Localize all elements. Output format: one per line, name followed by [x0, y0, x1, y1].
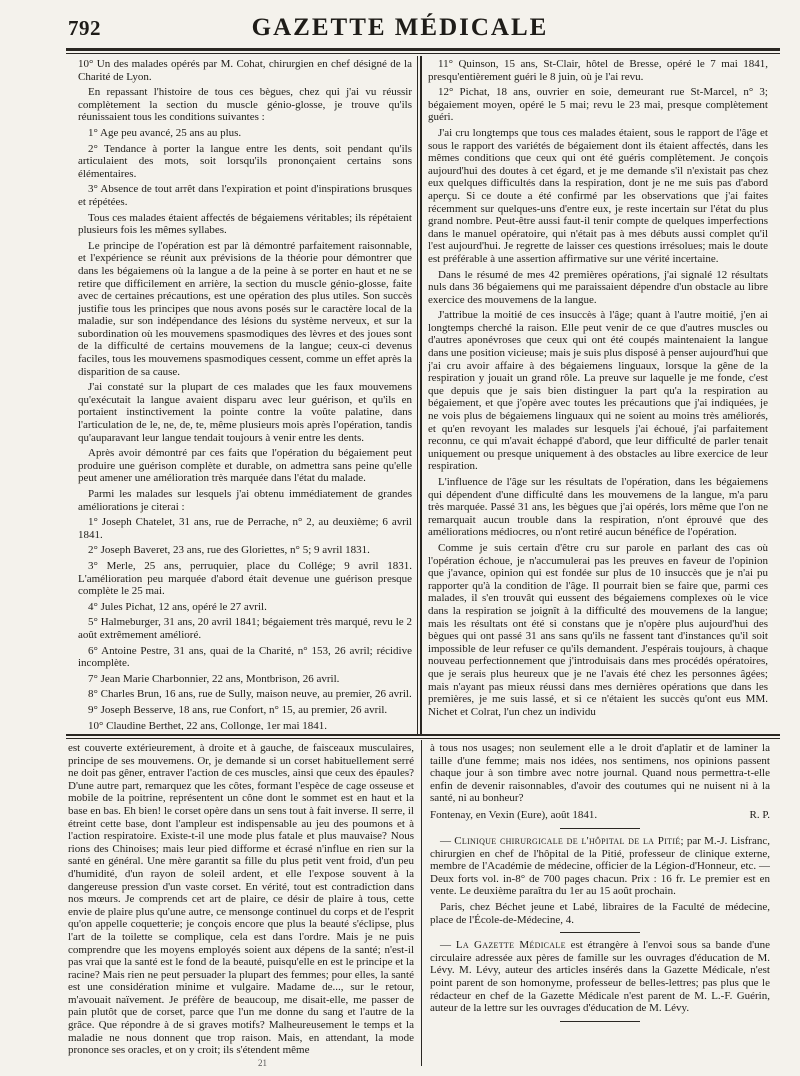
header-rule [66, 48, 780, 51]
paragraph: L'influence de l'âge sur les résultats de l'opération, dans les bégaiemens qui dépendent d'une difficulté dans les mouvemens de la langue, m'a paru très marquée. Passé 31 ans, les bègues que j'ai opérés, lors même que l'on ne remarquait aucun trouble dans la respiration, n'ont éprouvé que des améliorations médiocres, ou n'ont retiré aucun bénéfice de l'opération. [428, 476, 768, 539]
notice-address: Paris, chez Béchet jeune et Labé, libraires de la Faculté de médecine, place de l'École-de-Médecine, 4. [430, 900, 770, 926]
footer-mark: 21 [258, 1058, 267, 1068]
notice-title: La Gazette Médicale [455, 939, 566, 952]
list-item: 9° Joseph Besserve, 18 ans, rue Confort, n° 15, au premier, 26 avril. [88, 703, 388, 716]
column-divider [420, 56, 422, 734]
paragraph: Le principe de l'opération est par là démontré parfaitement raisonnable, et l'expérience se réunit aux prévisions de la théorie pour démontrer que dans les bégaiemens où la langue a de la peine à se porter en haut et ne se retire que difficilement en arrière, la section du muscle génio-glosse, faite avec de certaines précautions, est une opération des plus utiles. Son succès justifie tous les principes que nous avons posés sur le caractère local de la maladie, sur son indépendance des lésions du système nerveux, et sur la subordination où les mouvemens spasmodiques des lèvres et des joues sont de la difficulté de certains mouvemens de la langue; ceux-ci devenus faciles, tous les mouvemens spasmodiques cessent, comme un effet après la disparition de sa cause. [78, 239, 412, 378]
notice: — Clinique chirurgicale de l'hôpital de la Pitié; par M.-J. Lisfranc, chirurgien en chef de l'hôpital de la Pitié, professeur de clinique externe, membre de l'Académie de médecine, officier de la Légion-d'Honneur, etc. — Deux forts vol. in-8° de 700 pages chacun. Prix : 16 fr. Le premier est en vente. Le deuxième paraîtra du 1er au 15 août prochain. [430, 834, 770, 898]
header-rule-thin [66, 53, 780, 54]
notice-text: ; par M.-J. Lisfranc, chirurgien en chef de l'hôpital de la Pitié, professeur de clinique externe, membre de l'Académie de médecine, officier de la Légion-d'Honneur, etc. — Deux forts vol. in-8° de 700 pages chacun. Prix : 16 fr. Le premier est en vente. Le deuxième paraîtra du 1er au 15 août prochain. [430, 834, 770, 898]
list-item: 3° Merle, 25 ans, perruquier, place du Collége; 9 avril 1831. L'amélioration peu marquée d'abord était devenue une guérison presque complète le 25 mai. [78, 559, 412, 598]
short-rule [560, 828, 640, 829]
signoff-place: Fontenay, en Vexin (Eure), août 1841. [430, 808, 598, 821]
list-item: 2° Joseph Baveret, 23 ans, rue des Gloriettes, n° 5; 9 avril 1831. [88, 544, 370, 557]
list-item: 12° Pichat, 18 ans, ouvrier en soie, demeurant rue St-Marcel, n° 3; bégaiement moyen, opéré le 5 mai; revu le 23 mai, presque complètement guéri. [428, 86, 768, 124]
paragraph: J'ai constaté sur la plupart de ces malades que les faux mouvemens qu'exécutait la langue avaient disparu avec leur guérison, et qu'ils en portaient instinctivement la pointe contre la voûte palatine, dans l'articulation de le, ne, de, te, même plusieurs mois après l'opération, tandis qu'auparavant leur langue tendait toujours à venir entre les dents. [78, 381, 412, 444]
journal-title: GAZETTE MÉDICALE [251, 14, 549, 41]
paragraph: J'attribue la moitié de ces insuccès à l'âge; quant à l'autre moitié, j'en ai longtemps cherché la raison. Elle peut venir de ce que d'autres muscles ou d'autres aponévroses que ceux qui ont été coupés maintenaient la langue dans une position vicieuse; mais je suis plus disposé à penser aujourd'hui que j'ai cru avoir affaire à des bégaiemens linguaux, lorsque la gêne de la respiration y jouait un grand rôle. La preuve sur laquelle je me fonde, c'est que depuis que je sais bien distinguer la part qu'a la respiration au bégaiement, et que j'opère avec toutes les précautions que j'ai indiquées, je ne vois plus de bégaiemens linguaux qui ne soient au moins très améliorés, et qu'en revoyant les malades sur lesquels j'ai échoué, j'ai parfaitement reconnu, ce qui m'avait échappé d'abord, que leur difficulté de parler tenait uniquement ou presque uniquement à des obstacles au libre exercice de leur respiration. [428, 309, 768, 473]
paragraph: Comme je suis certain d'être cru sur parole en parlant des cas où l'opération échoue, je n'accumulerai pas les preuves en faveur de l'opinion que j'avance, opinion qui est fondée sur plus de 10 insuccès que je n'ai pu rapporter qu'à la condition de l'âge. Il pourrait bien se faire que, parmi ces malades, il s'en trouvât qui eussent des bégaiemens complexes où le vice dans la respiration se joignît à la difficulté des mouvemens de la langue; mais les résultats ont été si constans que je n'opère plus aujourd'hui des bègues qui ont passé 31 ans sans qu'ils ne fassent tant d'instances qu'il soit impossible de leur refuser ce qu'ils demandent. J'espérais toujours, à chaque nouveau perfectionnement que j'introduisais dans mes procédés opératoires, que je serais plus heureux que je ne l'avais été chez les personnes âgées; mais n'ayant pas mieux réussi dans mes dernières opérations que dans les premières, je me suis lassé, et si ce n'étaient les succès qu'ont eus MM. Nichet et Colrat, l'un chez un individu [428, 541, 768, 718]
paragraph: Parmi les malades sur lesquels j'ai obtenu immédiatement de grandes améliorations je citerai : [78, 488, 412, 513]
feuilleton-left-column [68, 742, 414, 1066]
list-item: 10° Claudine Berthet, 22 ans, Collonge, 1er mai 1841. [88, 719, 328, 730]
notice-title: Clinique chirurgicale de l'hôpital de la Pitié [454, 834, 681, 847]
list-item: 11° Quinson, 15 ans, St-Clair, hôtel de Bresse, opéré le 7 mai 1841, presqu'entièrement guéri le 8 juin, où je l'ai revu. [428, 58, 768, 83]
short-rule [560, 932, 640, 933]
paragraph: 10° Un des malades opérés par M. Cohat, chirurgien en chef désigné de la Charité de Lyon. [78, 58, 412, 83]
page-number: 792 [68, 16, 101, 40]
notice: — La Gazette Médicale est étrangère à l'envoi sous sa bande d'une circulaire adressée aux pères de famille sur les ouvrages d'éducation de M. Lévy. M. Lévy, auteur des articles insérés dans la Gazette Médicale, n'est point parent de son homonyme, professeur de belles-lettres; pas plus que le rédacteur en chef de la Gazette Médicale n'est parent de M. L.-F. Guérin, auteur de la lettre sur les ouvrages d'éducation de M. Lévy. [430, 939, 770, 1015]
paragraph: Dans le résumé de mes 42 premières opérations, j'ai signalé 12 résultats nuls dans 36 bégaiemens qui me paraissaient dépendre d'un obstacle au libre exercice des mouvemens de la langue. [428, 268, 768, 306]
paragraph: à tous nos usages; non seulement elle a le droit d'aplatir et de laminer la taille d'une femme; mais nos idées, nos sentimens, nos opinions passent chaque jour à son timbre avec notre journal. Quand nous permettra-t-elle enfin de devenir raisonnables, d'avoir des coutumes qui ne nuisent ni à la santé, ni au bonheur? [430, 742, 770, 805]
short-rule [560, 1021, 640, 1022]
paragraph: Tous ces malades étaient affectés de bégaiemens véritables; ils répétaient plusieurs fois les mêmes syllabes. [78, 211, 412, 237]
paragraph: est couverte extérieurement, à droite et à gauche, de faisceaux musculaires, principe de ses mouvemens. Or, je demande si un corset habituellement serré ne doit pas gêner, entraver l'action de ces muscles, ainsi que ceux des épaules? D'une autre part, remarquez que les côtes, formant l'espèce de cage osseuse et mobile de la poitrine, représentent un cône dont le sommet est en haut et la base en bas. Eh bien! le corset opère dans un sens tout à fait inverse. Il serre, il étreint cette base, dont l'ampleur est indispensable au jeu des poumons et à l'action respiratoire. Existe-t-il une mode plus fatale et plus mauvaise? Nous rions des Chinoises; mais leur pied difforme et écrasé n'influe en rien sur la santé en général. Une mère garantit sa fille du plus petit vent froid, d'un peu d'humidité, d'un rayon de soleil ardent, et elle l'expose souvent à la dangereuse pression d'un vaste corset. En vérité, tout est contradiction dans nos mœurs. Je comprends cet art de plaire, ce désir de plaire à tous, cette envie de plaire plus qu'une autre, ce mensonge continuel du corps et de l'esprit qu'on appelle coquetterie; je conçois encore que plus la beauté s'éclipse, plus l'art de la toilette se complique, cela est dans l'ordre. Mais je ne puis comprendre que les moyens employés soient aux dépens de la santé; n'est-il pas vrai que la santé est le fond de la beauté, puisqu'elle en est le principe et la racine? Mais rien ne peut persuader la plupart des femmes; pour elles, la santé est une considération minime et vulgaire. Madame de..., sur le retour, m'avouait naïvement. Je préfère de beaucoup, me disait-elle, me passer de pain plutôt que de corset, parce que l'un me donne du sang et l'autre de la grâce. Que répondre à de si graves motifs? Malheureusement le temps et la maladie ne nous donnent que trop raison. Mais, en attendant, la mode prononce ses oracles, et on y croit; ils s'étendent même [68, 742, 414, 1057]
top-left-column [78, 58, 412, 730]
section-rule [66, 734, 780, 736]
signoff-initials: R. P. [749, 808, 770, 821]
top-right-column [428, 58, 768, 730]
signoff [430, 809, 770, 822]
list-item: 1° Age peu avancé, 25 ans au plus. [88, 126, 242, 139]
list-item: 8° Charles Brun, 16 ans, rue de Sully, maison neuve, au premier, 26 avril. [88, 688, 412, 701]
list-item: 5° Halmeburger, 31 ans, 20 avril 1841; bégaiement très marqué, revu le 2 août extrêmement amélioré. [78, 616, 412, 641]
feuilleton-right-column [430, 742, 770, 1066]
paragraph: J'ai cru longtemps que tous ces malades étaient, sous le rapport de l'âge et sous le rapport des variétés de bégaiement dont ils étaient affectés, dans les mêmes conditions que ceux qui ont été guéris complètement. Je conçois aujourd'hui des doutes à cet égard, et je me demande s'il n'existait pas chez eux quelques difficultés dans la respiration, dont je ne me suis pas d'abord aperçu. Si ce doute a été confirmé par les observations que j'ai faites récemment sur quelques-uns d'entre eux, je reste incertain sur l'état du plus grand nombre. Peut-être aussi faut-il tenir compte de quelques imperfections dans le manuel opératoire, qui n'était pas à mes débuts aussi complet qu'il l'est aujourd'hui. Je regrette de laisser ces questions irrésolues; mais le doute est préférable à une assertion affirmative sur une vérité incertaine. [428, 126, 768, 265]
list-item: 2° Tendance à porter la langue entre les dents, soit pendant qu'ils articulaient des mots, soit lorsqu'ils prononçaient certains sons élémentaires. [78, 142, 412, 180]
list-item: 7° Jean Marie Charbonnier, 22 ans, Montbrison, 26 avril. [88, 672, 340, 685]
list-item: 1° Joseph Chatelet, 31 ans, rue de Perrache, n° 2, au deuxième; 6 avril 1841. [78, 516, 412, 541]
list-item: 6° Antoine Pestre, 31 ans, quai de la Charité, n° 153, 26 avril; récidive incomplète. [78, 644, 412, 670]
column-divider-bottom [421, 740, 422, 1066]
notice-text: est étrangère à l'envoi sous sa bande d'une circulaire adressée aux pères de famille sur les ouvrages d'éducation de M. Lévy. M. Lévy, auteur des articles insérés dans la Gazette Médicale, n'est point parent de son homonyme, professeur de belles-lettres; pas plus que le rédacteur en chef de la Gazette Médicale n'est parent de M. L.-F. Guérin, auteur de la lettre sur les ouvrages d'éducation de M. Lévy. [430, 939, 770, 1015]
column-divider-thin [417, 56, 418, 734]
list-item: 4° Jules Pichat, 12 ans, opéré le 27 avril. [88, 600, 267, 613]
paragraph: En repassant l'histoire de tous ces bègues, chez qui j'ai vu réussir complètement la section du muscle génio-glosse, je trouve qu'ils réunissaient tous les conditions suivantes : [78, 86, 412, 124]
section-rule-thin [66, 738, 780, 739]
paragraph: Après avoir démontré par ces faits que l'opération du bégaiement peut produire une guérison complète et durable, on admettra sans peine qu'elle peut amener une amélioration très marquée dans l'état du malade. [78, 447, 412, 485]
list-item: 3° Absence de tout arrêt dans l'expiration et point d'inspirations brusques et répétées. [78, 183, 412, 208]
